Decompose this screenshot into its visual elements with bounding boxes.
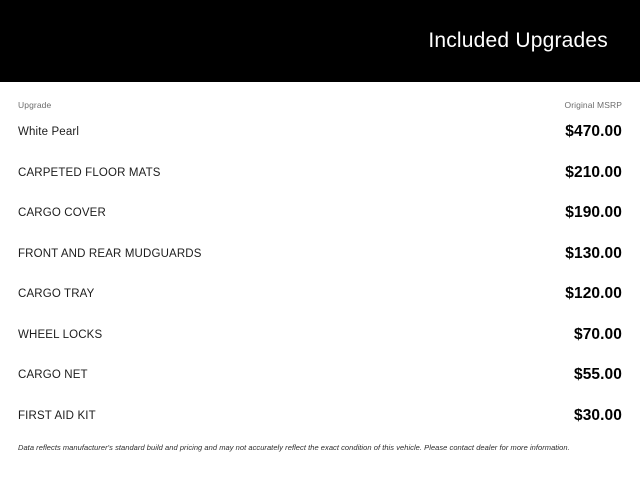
upgrade-price: $55.00 — [573, 366, 622, 384]
upgrade-name: FRONT AND REAR MUDGUARDS — [18, 247, 202, 260]
upgrade-price: $470.00 — [565, 123, 622, 141]
table-row — [18, 234, 622, 275]
page-title: Included Upgrades — [428, 29, 608, 52]
upgrade-price: $190.00 — [565, 204, 622, 222]
table-row — [18, 315, 622, 356]
upgrade-price: $130.00 — [565, 244, 622, 262]
upgrade-name: CARGO NET — [18, 369, 88, 382]
table-row — [18, 396, 622, 437]
upgrade-price: $70.00 — [573, 325, 622, 343]
table-row — [18, 193, 622, 234]
page-header — [0, 0, 640, 82]
upgrade-name: CARPETED FLOOR MATS — [18, 166, 161, 179]
upgrade-name: CARGO TRAY — [18, 288, 95, 301]
upgrades-list — [18, 112, 622, 436]
upgrade-price: $210.00 — [565, 163, 622, 181]
upgrade-name: White Pearl — [18, 126, 80, 139]
column-header-original-msrp: Original MSRP — [564, 100, 622, 110]
table-row — [18, 274, 622, 315]
table-row — [18, 355, 622, 396]
table-column-headers — [18, 82, 622, 112]
upgrade-name: WHEEL LOCKS — [18, 328, 103, 341]
upgrade-name: FIRST AID KIT — [18, 409, 96, 422]
table-row — [18, 112, 622, 153]
table-row — [18, 153, 622, 194]
upgrade-price: $120.00 — [565, 285, 622, 303]
upgrade-price: $30.00 — [573, 406, 622, 424]
content-area — [0, 82, 640, 452]
upgrade-name: CARGO COVER — [18, 207, 106, 220]
column-header-upgrade: Upgrade — [18, 100, 52, 110]
disclaimer-text: Data reflects manufacturer's standard build and pricing and may not accurately reflect the exact condition of this vehicle. Please contact dealer for more information. — [18, 443, 570, 452]
